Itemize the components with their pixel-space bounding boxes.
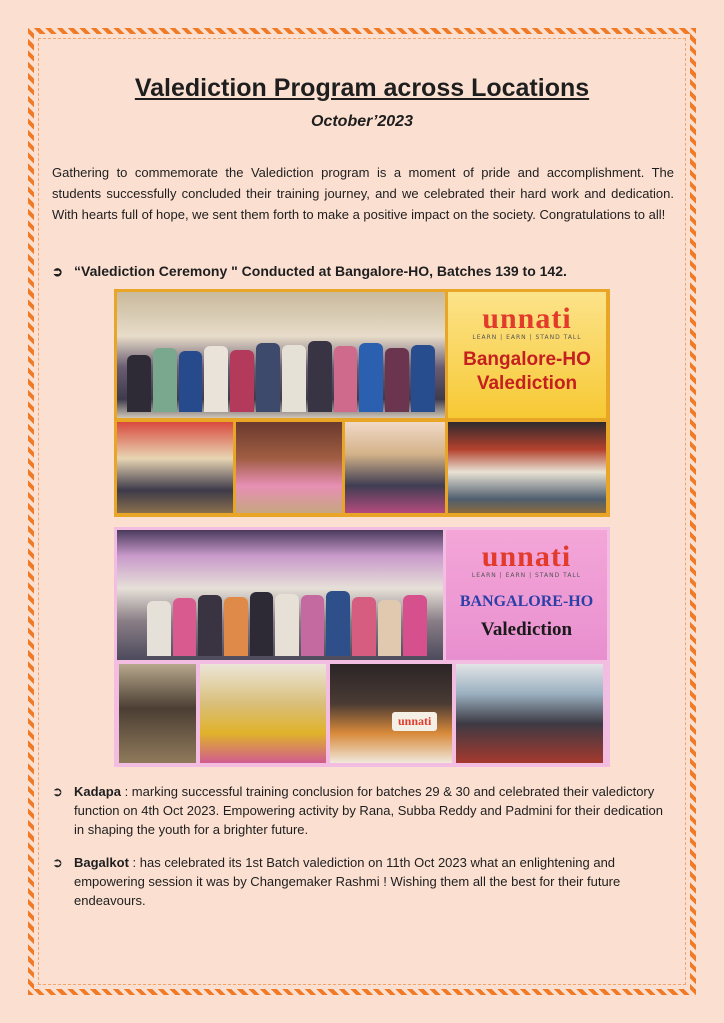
bangalore-heading-text: “Valediction Ceremony " Conducted at Bangalore-HO, Batches 139 to 142.	[74, 263, 567, 279]
stage-photo	[448, 422, 606, 513]
kadapa-bullet	[52, 782, 674, 839]
arrow-bullet-icon: ➲	[52, 264, 63, 279]
arrow-bullet-icon: ➲	[52, 784, 63, 799]
unnati-logo: unnati	[481, 540, 572, 573]
kadapa-description: : marking successful training conclusion for batches 29 & 30 and celebrated their valedictory function on 4th Oct 2023. Empowering activity by Rana, Subba Reddy and Padmini for their dedication in shaping the youth for a brighter future.	[74, 784, 663, 837]
kadapa-location: Kadapa	[74, 784, 121, 799]
bangalore-photo-collage-1	[114, 289, 610, 517]
group-people-silhouettes	[147, 580, 427, 656]
intro-paragraph: Gathering to commemorate the Valediction program is a moment of pride and accomplishment. The students successfully concluded their training journey, and we celebrated their hard work and dedication. With hearts full of hope, we sent them forth to make a positive impact on the society. Congratulations to all!	[52, 165, 674, 222]
collage-location-label: Bangalore-HO	[463, 349, 591, 370]
unnati-tagline: LEARN | EARN | STAND TALL	[471, 572, 582, 579]
lamp-lighting-photo	[200, 664, 326, 763]
unnati-brand-panel	[448, 292, 606, 418]
bagalkot-description: : has celebrated its 1st Batch valediction on 11th Oct 2023 what an enlightening and empowering session it was by Changemaker Rashmi ! Wishing them all the best for their future endeavours.	[74, 855, 621, 908]
bangalore-photo-collage-2	[114, 527, 610, 767]
audience-photo	[456, 664, 603, 763]
group-people-silhouettes	[127, 330, 435, 412]
speaker-photo	[119, 664, 196, 763]
unnati-tagline: LEARN | EARN | STAND TALL	[472, 334, 582, 341]
kadapa-text	[74, 782, 674, 839]
unnati-brand-panel	[446, 530, 607, 660]
bagalkot-location: Bagalkot	[74, 855, 129, 870]
podium-unnati-logo: unnati	[392, 712, 437, 731]
unnati-logo: unnati	[482, 302, 572, 335]
lamp-lighting-photo	[236, 422, 342, 513]
bagalkot-text	[74, 853, 674, 910]
arrow-bullet-icon: ➲	[52, 855, 63, 870]
collage-event-label: Valediction	[480, 619, 573, 640]
collage-location-label: BANGALORE-HO	[459, 593, 594, 610]
event-photo	[345, 422, 445, 513]
bagalkot-bullet	[52, 853, 674, 910]
event-photo	[117, 422, 233, 513]
collage-event-label: Valediction	[476, 373, 578, 394]
group-photo	[117, 530, 443, 660]
bangalore-heading-bullet	[52, 262, 672, 281]
podium-photo	[330, 664, 452, 763]
page-title: Valediction Program across Locations	[134, 74, 590, 102]
group-photo	[117, 292, 445, 418]
page-subtitle-date: October’2023	[311, 113, 413, 130]
